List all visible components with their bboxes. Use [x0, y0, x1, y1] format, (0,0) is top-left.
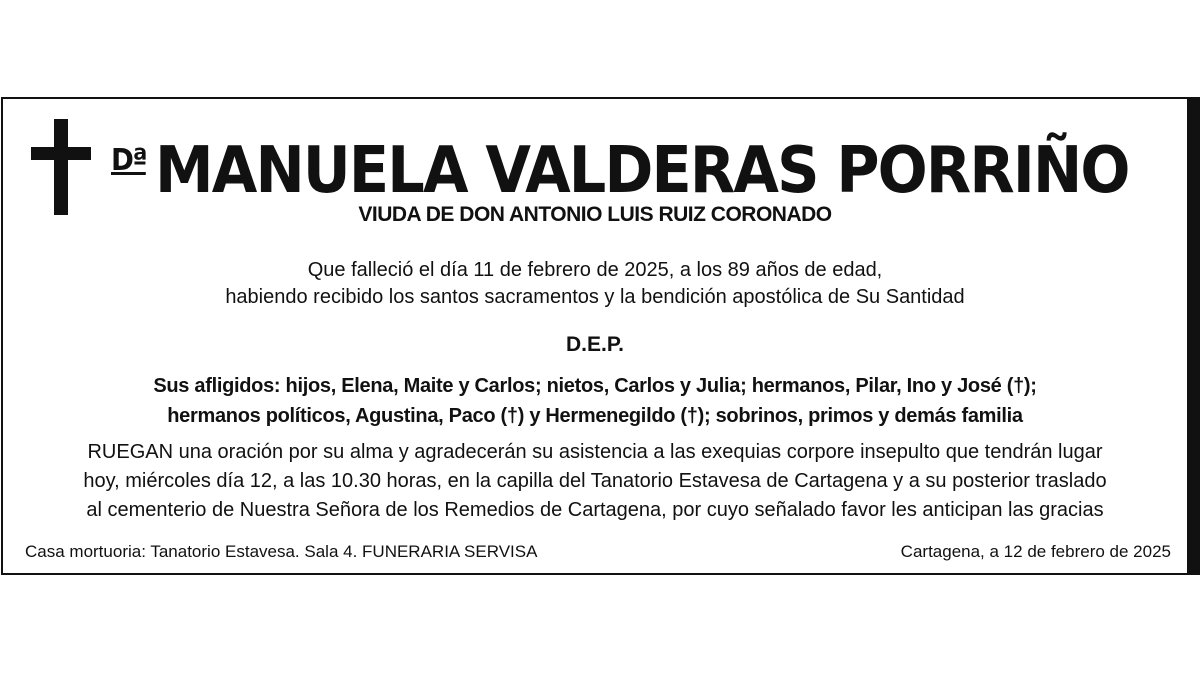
family-line-2: hermanos políticos, Agustina, Paco (†) y Hermenegildo (†); sobrinos, primos y demás familia: [167, 405, 1023, 427]
obituary-notice: [1, 97, 1189, 575]
honorific: Dª: [111, 143, 146, 178]
latin-cross-icon: [31, 119, 91, 215]
sacraments-line: habiendo recibido los santos sacramentos y la bendición apostólica de Su Santidad: [225, 286, 965, 308]
dep-heading: D.E.P.: [566, 333, 624, 356]
deceased-name-text: MANUELA VALDERAS PORRIÑO: [155, 134, 1129, 208]
funeral-home-info: Casa mortuoria: Tanatorio Estavesa. Sala 4. FUNERARIA SERVISA: [25, 542, 538, 561]
right-edge-band: [1189, 97, 1200, 575]
ruegan-line-3: al cementerio de Nuestra Señora de los Remedios de Cartagena, por cuyo señalado favor les anticipan las gracias: [86, 499, 1104, 521]
family-line-1: Sus afligidos: hijos, Elena, Maite y Carlos; nietos, Carlos y Julia; hermanos, Pilar, Ino y José (†);: [153, 375, 1037, 397]
place-date: Cartagena, a 12 de febrero de 2025: [900, 542, 1171, 561]
deceased-name: [111, 125, 1129, 208]
ruegan-line-2: hoy, miércoles día 12, a las 10.30 horas, en la capilla del Tanatorio Estavesa de Cartagena y a su posterior traslado: [83, 470, 1107, 492]
widow-of-line: VIUDA DE DON ANTONIO LUIS RUIZ CORONADO: [358, 203, 832, 226]
death-date-line: Que falleció el día 11 de febrero de 2025, a los 89 años de edad,: [307, 259, 883, 281]
ruegan-line-1: RUEGAN una oración por su alma y agradecerán su asistencia a las exequias corpore insepulto que tendrán lugar: [87, 441, 1103, 463]
